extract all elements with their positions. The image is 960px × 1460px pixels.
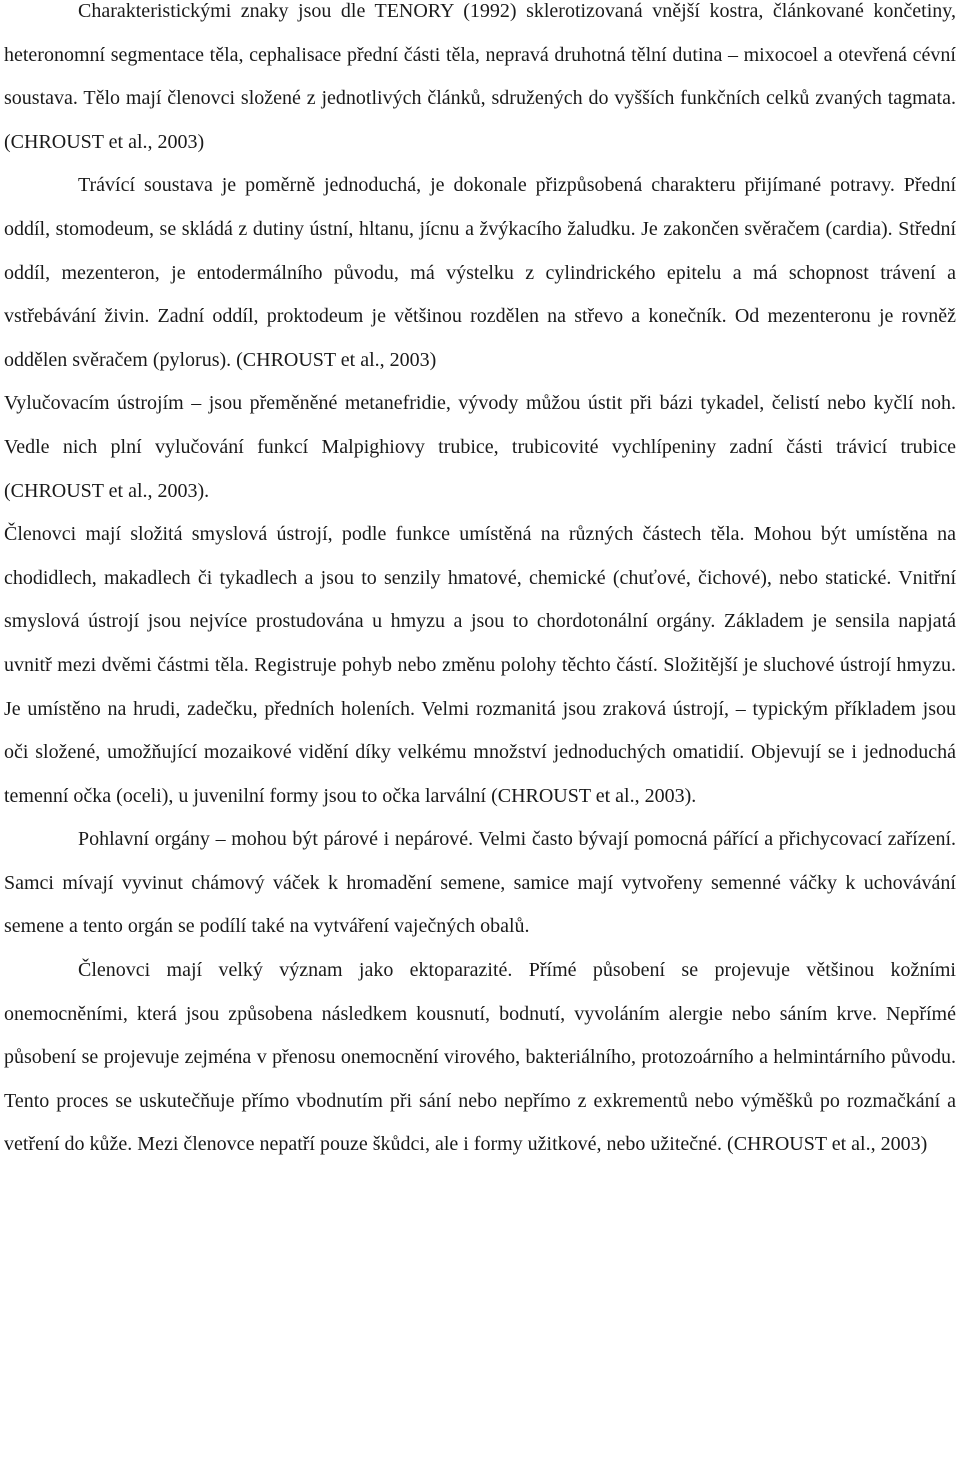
paragraph-ectoparasites: Členovci mají velký význam jako ektoparazité. Přímé působení se projevuje většinou kožními onemocněními, která jsou způsobena následkem kousnutí, bodnutí, vyvoláním alergie nebo sáním krve. Nepřímé působení se projevuje zejména v přenosu onemocnění virového, bakteriálního, protozoárního a helmintárního původu. Tento proces se uskutečňuje přímo vbodnutím při sání nebo nepřímo z exkrementů nebo výměšků po rozmačkání a vetření do kůže. Mezi členovce nepatří pouze škůdci, ale i formy užitkové, nebo užitečné. (CHROUST et al., 2003) <box>4 959 956 1156</box>
paragraph-sensory-organs: Členovci mají složitá smyslová ústrojí, podle funkce umístěná na různých částech těla. Mohou být umístěna na chodidlech, makadlech či tykadlech a jsou to senzily hmatové, chemické (chuťové, čichové), nebo statické. Vnitřní smyslová ústrojí jsou nejvíce prostudována u hmyzu a jsou to chordotonální orgány. Základem je sensila napjatá uvnitř mezi dvěmi částmi těla. Registruje pohyb nebo změnu polohy těchto částí. Složitější je sluchové ústrojí hmyzu. Je umístěno na hrudi, zadečku, předních holeních. Velmi rozmanitá jsou zraková ústrojí, – typickým příkladem jsou oči složené, umožňující mozaikové vidění díky velkému množství jednoduchých omatidií. Objevují se i jednoduchá temenní očka (oceli), u juvenilní formy jsou to očka larvální (CHROUST et al., 2003). <box>4 523 956 807</box>
paragraph-digestive-system: Trávící soustava je poměrně jednoduchá, je dokonale přizpůsobená charakteru přijímané potravy. Přední oddíl, stomodeum, se skládá z dutiny ústní, hltanu, jícnu a žvýkacího žaludku. Je zakončen svěračem (cardia). Střední oddíl, mezenteron, je entodermálního původu, má výstelku z cylindrického epitelu a má schopnost trávení a vstřebávání živin. Zadní oddíl, proktodeum je většinou rozdělen na střevo a konečník. Od mezenteronu je rovněž oddělen svěračem (pylorus). (CHROUST et al., 2003) <box>4 174 956 371</box>
paragraph-reproductive-organs: Pohlavní orgány – mohou být párové i nepárové. Velmi často bývají pomocná pářící a přichycovací zařízení. Samci mívají vyvinut chámový váček k hromadění semene, samice mají vytvořeny semenné váčky k uchovávání semene a tento orgán se podílí také na vytváření vaječných obalů. <box>4 828 956 938</box>
paragraph-excretory-system: Vylučovacím ústrojím – jsou přeměněné metanefridie, vývody můžou ústit při bázi tykadel, čelistí nebo kyčlí noh. Vedle nich plní vylučování funkcí Malpighiovy trubice, trubicovité vychlípeniny zadní části trávicí trubice (CHROUST et al., 2003). <box>4 392 956 502</box>
paragraph-characteristics: Charakteristickými znaky jsou dle TENORY (1992) sklerotizovaná vnější kostra, článkované končetiny, heteronomní segmentace těla, cephalisace přední části těla, nepravá druhotná tělní dutina – mixocoel a otevřená cévní soustava. Tělo mají členovci složené z jednotlivých článků, sdružených do vyšších funkčních celků zvaných tagmata. (CHROUST et al., 2003) <box>4 0 956 153</box>
